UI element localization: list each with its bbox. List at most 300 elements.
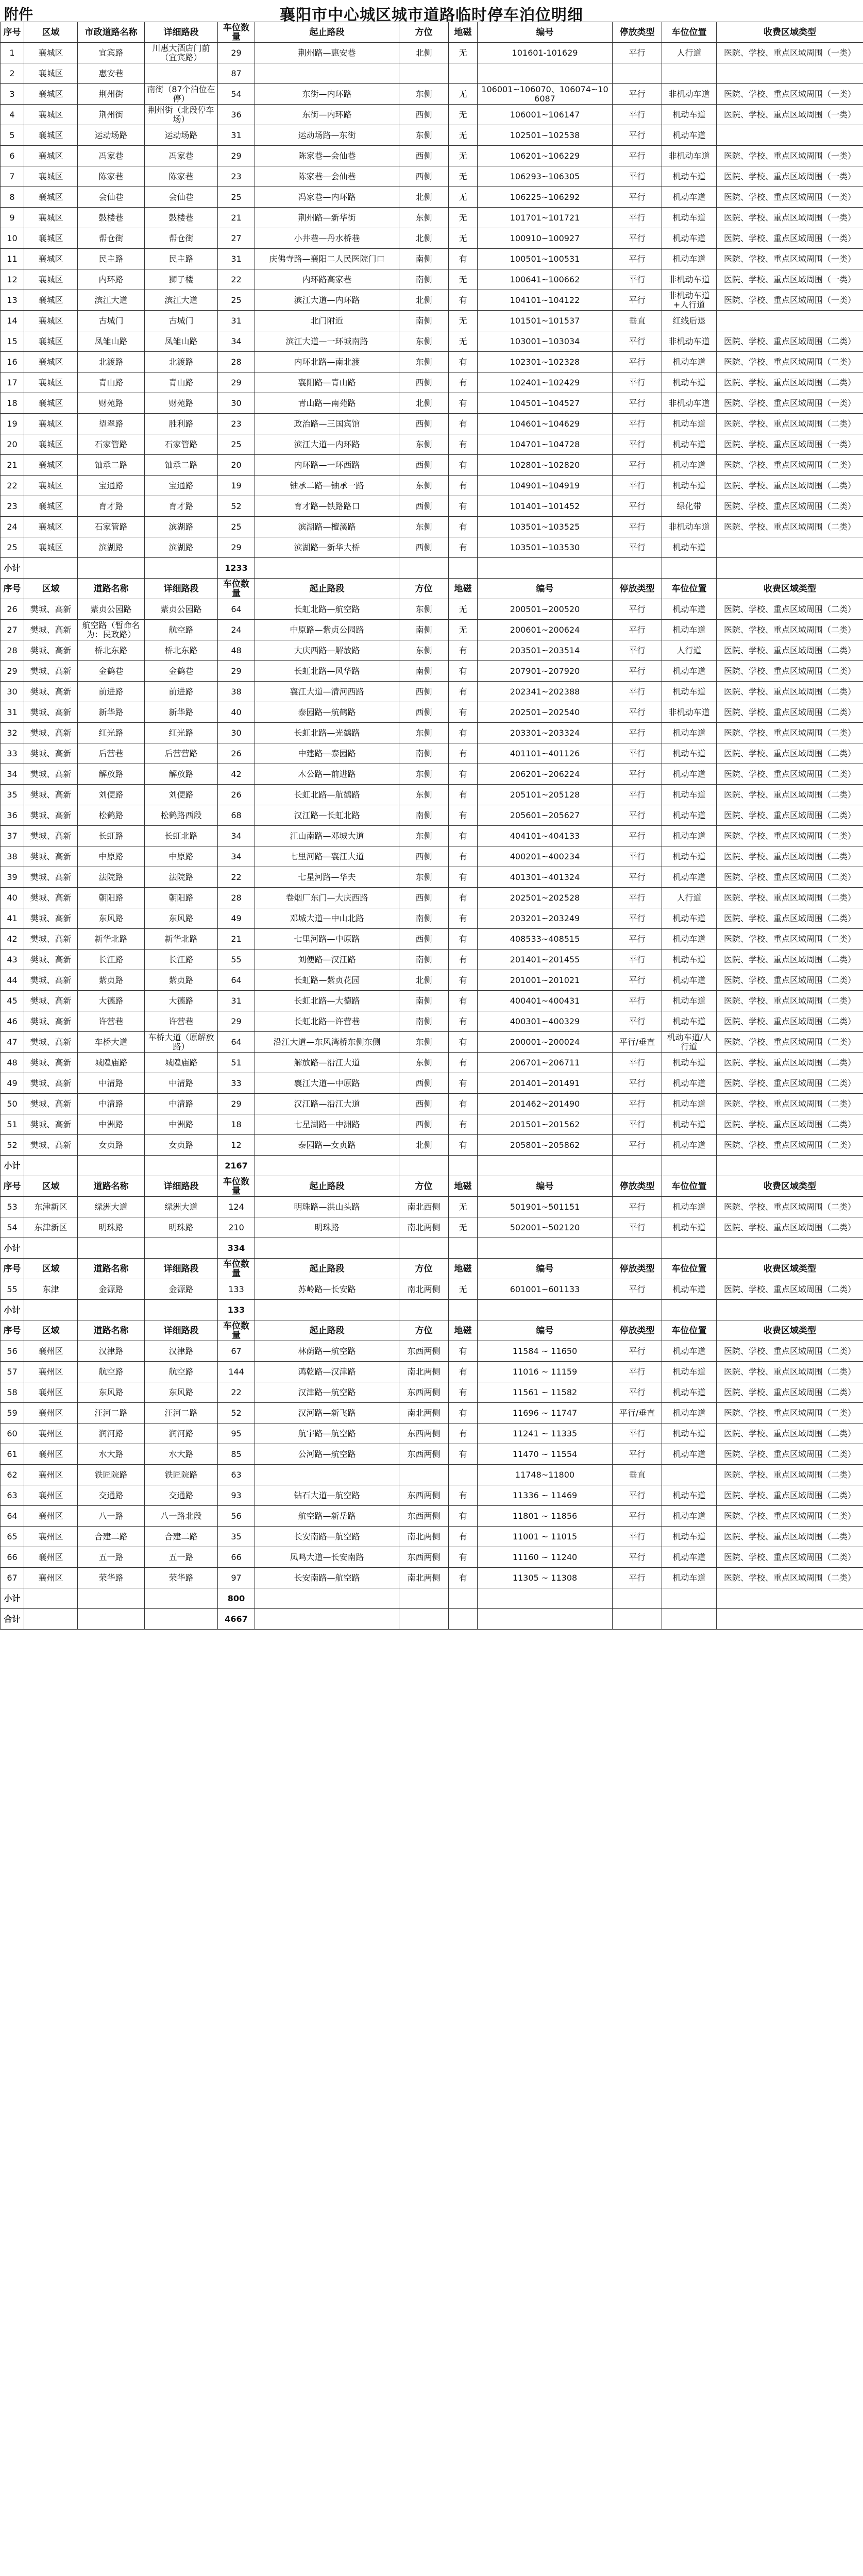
table-cell: 七里河路—襄江大道 <box>255 846 399 867</box>
table-cell: 87 <box>218 63 255 84</box>
table-cell: 平行 <box>613 950 662 970</box>
table-cell: 机动车道 <box>662 867 717 888</box>
table-cell: 人行道 <box>662 43 717 63</box>
table-cell: 15 <box>1 331 24 352</box>
table-cell: 平行 <box>613 1444 662 1465</box>
table-cell: 51 <box>218 1053 255 1073</box>
table-cell: 西侧 <box>399 166 449 187</box>
table-cell: 22 <box>218 1382 255 1403</box>
table-cell: 27 <box>1 620 24 640</box>
table-cell: 东侧 <box>399 867 449 888</box>
table-cell: 机动车道 <box>662 764 717 785</box>
table-cell: 朝阳路 <box>78 888 145 908</box>
table-cell: 平行 <box>613 1011 662 1032</box>
table-cell: 104901~104919 <box>478 476 613 496</box>
table-cell: 胜利路 <box>145 414 218 434</box>
table-cell: 27 <box>218 228 255 249</box>
table-cell: 101601-101629 <box>478 43 613 63</box>
table-cell: 18 <box>1 393 24 414</box>
table-cell: 31 <box>218 311 255 331</box>
table-cell: 23 <box>218 166 255 187</box>
table-cell: 平行 <box>613 1341 662 1362</box>
table-row <box>1 1444 863 1465</box>
table-row <box>1 1053 863 1073</box>
table-cell: 25 <box>218 187 255 208</box>
table-cell: 30 <box>218 723 255 743</box>
table-cell: 有 <box>449 290 478 311</box>
table-cell: 西侧 <box>399 846 449 867</box>
table-cell: 交通路 <box>145 1485 218 1506</box>
table-cell: 医院、学校、重点区域周围（二类） <box>717 414 863 434</box>
table-cell: 机动车道 <box>662 1423 717 1444</box>
table-row <box>1 1032 863 1053</box>
table-cell: 40 <box>218 702 255 723</box>
table-cell: 襄城区 <box>24 476 78 496</box>
table-cell: 平行 <box>613 166 662 187</box>
table-cell: 33 <box>218 1073 255 1094</box>
table-cell <box>145 1609 218 1630</box>
table-cell: 41 <box>1 908 24 929</box>
table-cell: 11336 ~ 11469 <box>478 1485 613 1506</box>
table-cell: 机动车道 <box>662 950 717 970</box>
table-cell: 29 <box>218 372 255 393</box>
table-cell <box>145 63 218 84</box>
table-cell: 11561 ~ 11582 <box>478 1382 613 1403</box>
header-cell: 车位数量 <box>218 1176 255 1197</box>
table-cell: 医院、学校、重点区域周围（二类） <box>717 991 863 1011</box>
table-row <box>1 372 863 393</box>
table-cell <box>478 1609 613 1630</box>
header-cell: 起止路段 <box>255 579 399 599</box>
table-cell: 11241 ~ 11335 <box>478 1423 613 1444</box>
table-cell: 襄江大道—中原路 <box>255 1073 399 1094</box>
table-cell: 平行 <box>613 393 662 414</box>
table-cell: 机动车道 <box>662 661 717 682</box>
table-cell: 长虹路 <box>78 826 145 846</box>
table-cell: 21 <box>1 455 24 476</box>
table-cell: 东侧 <box>399 599 449 620</box>
table-cell: 106293~106305 <box>478 166 613 187</box>
table-cell: 樊城、高新 <box>24 867 78 888</box>
table-row <box>1 723 863 743</box>
table-cell: 205801~205862 <box>478 1135 613 1156</box>
table-cell: 医院、学校、重点区域周围（一类） <box>717 434 863 455</box>
table-cell <box>78 1300 145 1320</box>
table-cell: 大德路 <box>145 991 218 1011</box>
table-cell: 43 <box>1 950 24 970</box>
table-cell: 42 <box>218 764 255 785</box>
table-cell: 润河路 <box>78 1423 145 1444</box>
table-cell: 21 <box>218 929 255 950</box>
table-cell: 铀承二路—铀承一路 <box>255 476 399 496</box>
table-cell: 34 <box>1 764 24 785</box>
table-cell: 医院、学校、重点区域周围（一类） <box>717 166 863 187</box>
table-cell: 陈家巷 <box>145 166 218 187</box>
table-cell: 铀承二路 <box>78 455 145 476</box>
table-cell: 西侧 <box>399 1114 449 1135</box>
table-row <box>1 1403 863 1423</box>
table-cell: 泰园路—女贞路 <box>255 1135 399 1156</box>
table-cell <box>449 1300 478 1320</box>
table-cell: 206201~206224 <box>478 764 613 785</box>
table-cell: 医院、学校、重点区域周围（二类） <box>717 1465 863 1485</box>
table-cell: 55 <box>1 1279 24 1300</box>
table-cell: 有 <box>449 476 478 496</box>
header-cell: 编号 <box>478 22 613 43</box>
table-cell: 南街（87个泊位在停） <box>145 84 218 105</box>
table-cell: 医院、学校、重点区域周围（二类） <box>717 661 863 682</box>
table-row <box>1 950 863 970</box>
table-row <box>1 661 863 682</box>
table-cell: 平行 <box>613 1527 662 1547</box>
table-cell: 松鹤路西段 <box>145 805 218 826</box>
table-row <box>1 620 863 640</box>
header-cell: 方位 <box>399 1259 449 1279</box>
table-cell: 医院、学校、重点区域周围（二类） <box>717 764 863 785</box>
table-cell: 46 <box>1 1011 24 1032</box>
table-cell: 大德路 <box>78 991 145 1011</box>
table-cell: 有 <box>449 1382 478 1403</box>
table-cell: 医院、学校、重点区域周围（二类） <box>717 805 863 826</box>
table-cell: 106001~106070、106074~106087 <box>478 84 613 105</box>
table-cell: 中洲路 <box>78 1114 145 1135</box>
table-cell: 长虹北路 <box>145 826 218 846</box>
table-cell: 冯家巷 <box>145 146 218 166</box>
table-cell: 车桥大道（原解放路） <box>145 1032 218 1053</box>
table-cell: 28 <box>218 352 255 372</box>
table-cell: 有 <box>449 661 478 682</box>
table-cell: 34 <box>218 331 255 352</box>
table-cell: 机动车道 <box>662 1094 717 1114</box>
table-cell <box>255 1609 399 1630</box>
table-row <box>1 1568 863 1588</box>
table-cell: 女贞路 <box>78 1135 145 1156</box>
table-cell: 法院路 <box>78 867 145 888</box>
table-row <box>1 290 863 311</box>
table-cell: 38 <box>218 682 255 702</box>
table-cell: 机动车道 <box>662 743 717 764</box>
table-cell: 青山路 <box>145 372 218 393</box>
table-cell: 102501~102538 <box>478 125 613 146</box>
table-row <box>1 1279 863 1300</box>
table-cell: 201001~201021 <box>478 970 613 991</box>
table-cell: 平行 <box>613 372 662 393</box>
table-cell: 小计 <box>1 1156 24 1176</box>
table-cell: 前进路 <box>78 682 145 702</box>
table-cell: 紫贞路 <box>78 970 145 991</box>
table-cell: 25 <box>218 517 255 537</box>
table-cell: 平行 <box>613 208 662 228</box>
table-cell: 37 <box>1 826 24 846</box>
table-cell: 长安南路—航空路 <box>255 1527 399 1547</box>
table-cell: 襄州区 <box>24 1423 78 1444</box>
table-cell: 6 <box>1 146 24 166</box>
table-cell <box>717 1588 863 1609</box>
table-row <box>1 1217 863 1238</box>
table-cell: 机动车道 <box>662 249 717 269</box>
table-cell: 20 <box>218 455 255 476</box>
table-cell: 9 <box>1 208 24 228</box>
table-cell: 滨江大道 <box>145 290 218 311</box>
table-cell: 医院、学校、重点区域周围（二类） <box>717 372 863 393</box>
table-cell: 东风路 <box>78 1382 145 1403</box>
table-cell: 31 <box>218 125 255 146</box>
table-cell <box>613 1609 662 1630</box>
table-cell: 小计 <box>1 1238 24 1259</box>
table-cell <box>662 558 717 579</box>
table-cell: 襄城区 <box>24 393 78 414</box>
table-cell: 医院、学校、重点区域周围（二类） <box>717 723 863 743</box>
table-cell: 西侧 <box>399 414 449 434</box>
table-cell: 汪河二路 <box>145 1403 218 1423</box>
table-cell: 平行 <box>613 785 662 805</box>
table-cell: 航空路 <box>145 620 218 640</box>
table-cell: 400401~400431 <box>478 991 613 1011</box>
table-cell: 东西两侧 <box>399 1341 449 1362</box>
table-cell: 襄城区 <box>24 372 78 393</box>
header-cell: 收费区域类型 <box>717 1320 863 1341</box>
table-cell: 201401~201491 <box>478 1073 613 1094</box>
table-cell: 201401~201455 <box>478 950 613 970</box>
table-cell: 襄城区 <box>24 166 78 187</box>
table-cell: 203301~203324 <box>478 723 613 743</box>
table-cell <box>145 1156 218 1176</box>
table-cell: 29 <box>218 661 255 682</box>
table-cell <box>717 558 863 579</box>
table-cell: 63 <box>1 1485 24 1506</box>
table-cell: 荣华路 <box>145 1568 218 1588</box>
table-row <box>1 1423 863 1444</box>
header-cell: 区域 <box>24 1320 78 1341</box>
table-cell: 襄州区 <box>24 1362 78 1382</box>
table-cell: 有 <box>449 352 478 372</box>
table-row <box>1 125 863 146</box>
header-cell: 道路名称 <box>78 1176 145 1197</box>
table-row <box>1 1135 863 1156</box>
table-cell: 凤雏山路 <box>145 331 218 352</box>
header-cell: 起止路段 <box>255 22 399 43</box>
table-cell: 合建二路 <box>145 1527 218 1547</box>
table-cell: 非机动车道+人行道 <box>662 290 717 311</box>
table-cell: 64 <box>218 599 255 620</box>
table-cell: 21 <box>218 208 255 228</box>
table-cell <box>145 1238 218 1259</box>
table-cell: 樊城、高新 <box>24 1135 78 1156</box>
table-cell: 北渡路 <box>145 352 218 372</box>
table-cell: 南侧 <box>399 743 449 764</box>
table-cell: 203501~203514 <box>478 640 613 661</box>
table-cell: 医院、学校、重点区域周围（二类） <box>717 517 863 537</box>
header-cell: 道路名称 <box>78 1259 145 1279</box>
table-cell: 北侧 <box>399 290 449 311</box>
table-cell: 无 <box>449 269 478 290</box>
table-cell: 长虹北路—大德路 <box>255 991 399 1011</box>
table-cell <box>449 1156 478 1176</box>
table-cell: 210 <box>218 1217 255 1238</box>
table-cell: 无 <box>449 43 478 63</box>
table-cell: 朝阳路 <box>145 888 218 908</box>
table-cell: 无 <box>449 228 478 249</box>
table-cell: 帮仓街 <box>78 228 145 249</box>
table-cell: 庆佛寺路—襄阳二人民医院门口 <box>255 249 399 269</box>
table-row <box>1 63 863 84</box>
table-cell <box>255 558 399 579</box>
table-cell: 城隍庙路 <box>145 1053 218 1073</box>
table-cell: 紫贞公园路 <box>78 599 145 620</box>
table-cell: 12 <box>218 1135 255 1156</box>
table-cell <box>78 1609 145 1630</box>
table-cell <box>255 1465 399 1485</box>
table-cell: 平行 <box>613 661 662 682</box>
table-cell: 平行 <box>613 846 662 867</box>
table-cell: 医院、学校、重点区域周围（二类） <box>717 1423 863 1444</box>
table-cell: 104601~104629 <box>478 414 613 434</box>
table-cell: 有 <box>449 929 478 950</box>
table-cell: 102301~102328 <box>478 352 613 372</box>
table-cell: 南侧 <box>399 269 449 290</box>
table-cell <box>399 1156 449 1176</box>
table-cell <box>662 1156 717 1176</box>
table-cell: 有 <box>449 1011 478 1032</box>
table-cell <box>662 1465 717 1485</box>
table-cell: 52 <box>1 1135 24 1156</box>
table-cell <box>449 1588 478 1609</box>
table-cell: 樊城、高新 <box>24 929 78 950</box>
table-cell: 樊城、高新 <box>24 764 78 785</box>
table-cell: 机动车道 <box>662 908 717 929</box>
table-row <box>1 1073 863 1094</box>
table-cell: 52 <box>218 1403 255 1423</box>
table-cell: 66 <box>218 1547 255 1568</box>
table-cell: 航空路 <box>78 1362 145 1382</box>
table-cell: 机动车道 <box>662 166 717 187</box>
table-cell: 机动车道 <box>662 785 717 805</box>
table-cell: 26 <box>218 743 255 764</box>
table-cell: 航空路 <box>145 1362 218 1382</box>
table-cell: 平行 <box>613 1114 662 1135</box>
table-cell: 404101~404133 <box>478 826 613 846</box>
table-cell: 西侧 <box>399 1094 449 1114</box>
table-cell: 10 <box>1 228 24 249</box>
table-cell: 有 <box>449 702 478 723</box>
table-cell: 有 <box>449 1073 478 1094</box>
table-cell: 中清路 <box>78 1073 145 1094</box>
table-cell: 29 <box>218 43 255 63</box>
table-cell: 机动车道 <box>662 1485 717 1506</box>
table-cell: 襄城区 <box>24 496 78 517</box>
table-cell: 平行 <box>613 125 662 146</box>
table-cell: 医院、学校、重点区域周围（一类） <box>717 249 863 269</box>
table-cell: 平行 <box>613 1382 662 1403</box>
table-row <box>1 1547 863 1568</box>
table-cell: 中建路—泰园路 <box>255 743 399 764</box>
table-row <box>1 414 863 434</box>
table-cell: 20 <box>1 434 24 455</box>
table-cell: 陈家巷—会仙巷 <box>255 166 399 187</box>
table-cell: 平行 <box>613 1073 662 1094</box>
table-cell <box>449 1238 478 1259</box>
table-cell: 刘便路 <box>78 785 145 805</box>
table-cell: 七里河路—中原路 <box>255 929 399 950</box>
table-cell: 无 <box>449 166 478 187</box>
table-cell: 汉河路—新飞路 <box>255 1403 399 1423</box>
table-cell: 襄城区 <box>24 43 78 63</box>
table-cell: 公河路—航空路 <box>255 1444 399 1465</box>
table-cell: 102401~102429 <box>478 372 613 393</box>
table-cell <box>478 1156 613 1176</box>
table-cell: 青山路 <box>78 372 145 393</box>
table-cell: 解放路 <box>78 764 145 785</box>
header-cell: 停放类型 <box>613 1259 662 1279</box>
table-row <box>1 208 863 228</box>
table-row <box>1 929 863 950</box>
table-cell: 25 <box>218 434 255 455</box>
table-cell <box>717 1156 863 1176</box>
table-cell: 机动车道 <box>662 1011 717 1032</box>
table-cell: 苏岭路—长安路 <box>255 1279 399 1300</box>
table-cell: 机动车道 <box>662 846 717 867</box>
header-cell: 车位数量 <box>218 1259 255 1279</box>
table-cell: 鸿乾路—汉津路 <box>255 1362 399 1382</box>
table-cell: 医院、学校、重点区域周围（二类） <box>717 1506 863 1527</box>
table-cell: 机动车道 <box>662 805 717 826</box>
table-cell: 凤鸣大道—长安南路 <box>255 1547 399 1568</box>
subtotal-row <box>1 1300 863 1320</box>
table-cell: 14 <box>1 311 24 331</box>
table-cell: 59 <box>1 1403 24 1423</box>
table-cell: 2167 <box>218 1156 255 1176</box>
table-cell: 樊城、高新 <box>24 682 78 702</box>
table-cell: 医院、学校、重点区域周围（二类） <box>717 1114 863 1135</box>
table-cell: 医院、学校、重点区域周围（二类） <box>717 682 863 702</box>
table-cell: 襄州区 <box>24 1547 78 1568</box>
table-cell <box>255 1300 399 1320</box>
table-cell: 东侧 <box>399 723 449 743</box>
table-cell: 医院、学校、重点区域周围（二类） <box>717 1011 863 1032</box>
table-cell <box>662 1238 717 1259</box>
header-cell: 序号 <box>1 1259 24 1279</box>
header-cell: 编号 <box>478 1259 613 1279</box>
table-cell: 医院、学校、重点区域周围（二类） <box>717 785 863 805</box>
table-row <box>1 970 863 991</box>
table-row <box>1 455 863 476</box>
table-cell: 53 <box>1 1197 24 1217</box>
document-title: 襄阳市中心城区城市道路临时停车泊位明细 <box>280 6 583 24</box>
table-cell: 明珠路 <box>255 1217 399 1238</box>
table-cell: 133 <box>218 1279 255 1300</box>
table-row <box>1 682 863 702</box>
table-cell: 长虹北路—航鹤路 <box>255 785 399 805</box>
table-cell: 机动车道 <box>662 1341 717 1362</box>
table-cell: 61 <box>1 1444 24 1465</box>
subtotal-row <box>1 558 863 579</box>
table-cell: 机动车道 <box>662 1053 717 1073</box>
table-cell: 樊城、高新 <box>24 640 78 661</box>
table-cell: 11584 ~ 11650 <box>478 1341 613 1362</box>
table-cell: 31 <box>1 702 24 723</box>
header-cell: 区域 <box>24 1259 78 1279</box>
attachment-label: 附件 <box>4 6 33 23</box>
table-cell <box>399 1238 449 1259</box>
table-cell: 汉津路—航空路 <box>255 1382 399 1403</box>
table-cell: 襄州区 <box>24 1382 78 1403</box>
table-cell: 机动车道 <box>662 991 717 1011</box>
table-cell: 400301~400329 <box>478 1011 613 1032</box>
table-cell: 32 <box>1 723 24 743</box>
table-cell: 中清路 <box>145 1073 218 1094</box>
table-cell: 中原路 <box>145 846 218 867</box>
table-cell: 钻石大道—航空路 <box>255 1485 399 1506</box>
